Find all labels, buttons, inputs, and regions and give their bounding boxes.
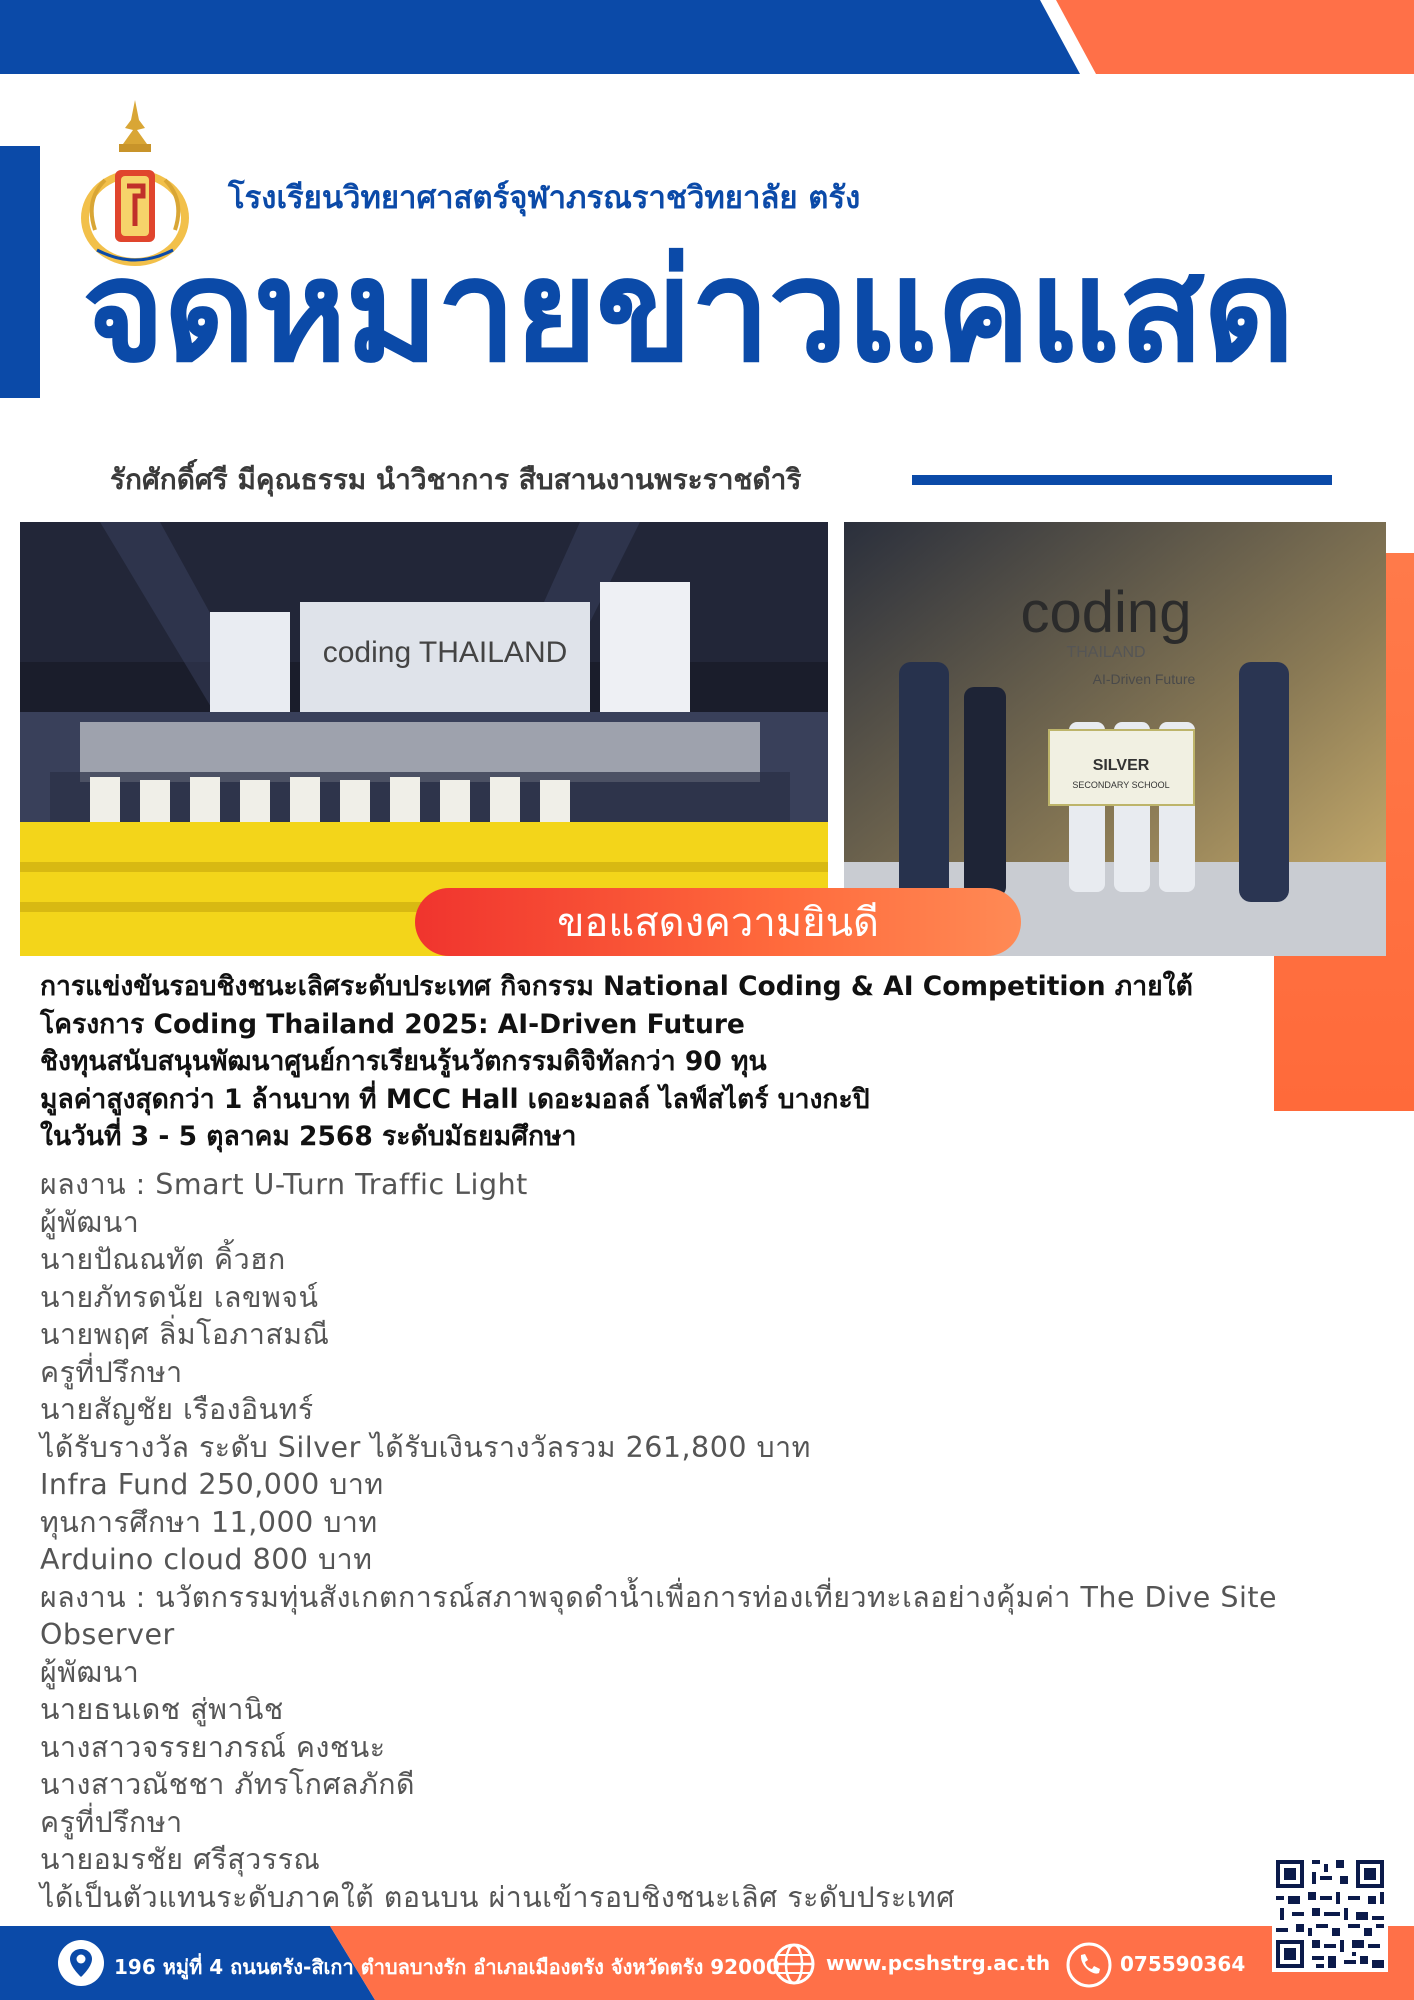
school-motto: รักศักดิ์ศรี มีคุณธรรม นำวิชาการ สืบสานงานพระราชดำริ bbox=[110, 463, 802, 496]
detail-line: นางสาวจรรยาภรณ์ คงชนะ bbox=[40, 1730, 386, 1764]
headline-line: การแข่งขันรอบชิงชนะเลิศระดับประเทศ กิจกรรม National Coding & AI Competition ภายใต้ bbox=[40, 971, 1193, 1002]
detail-line: นายปัณณทัต คิ้วฮก bbox=[40, 1243, 286, 1276]
location-pin-icon bbox=[58, 1940, 104, 1986]
backdrop-thailand-text: THAILAND bbox=[1066, 644, 1146, 661]
detail-line: นายอมรชัย ศรีสุวรรณ bbox=[40, 1843, 321, 1876]
detail-line: ผู้พัฒนา bbox=[40, 1205, 140, 1239]
motto-underline bbox=[912, 475, 1332, 485]
detail-line: ผลงาน : Smart U-Turn Traffic Light bbox=[40, 1168, 528, 1201]
detail-line: นายภัทรดนัย เลขพจน์ bbox=[40, 1280, 319, 1314]
phone-icon bbox=[1066, 1942, 1112, 1988]
headline-line: ในวันที่ 3 - 5 ตุลาคม 2568 ระดับมัธยมศึกษา bbox=[40, 1121, 577, 1152]
detail-line: Observer bbox=[40, 1618, 175, 1651]
detail-line: นายธนเดช สู่พานิช bbox=[40, 1693, 284, 1726]
headline-line: โครงการ Coding Thailand 2025: AI-Driven Future bbox=[40, 1008, 745, 1040]
qr-code-icon[interactable] bbox=[1272, 1856, 1388, 1972]
footer-website[interactable]: www.pcshstrg.ac.th bbox=[826, 1951, 1051, 1975]
backdrop-coding-text: coding bbox=[1020, 580, 1192, 645]
detail-line: ได้รับรางวัล ระดับ Silver ได้รับเงินรางวัลรวม 261,800 บาท bbox=[40, 1430, 811, 1464]
detail-line: นางสาวณัชชา ภัทรโกศลภักดี bbox=[40, 1768, 416, 1801]
footer-phone: 075590364 bbox=[1120, 1952, 1246, 1976]
detail-line: ครูที่ปรึกษา bbox=[40, 1355, 183, 1389]
headline-line: มูลค่าสูงสุดกว่า 1 ล้านบาท ที่ MCC Hall เดอะมอลล์ ไลฟ์สไตร์ บางกะปิ bbox=[40, 1083, 870, 1115]
headline-block bbox=[40, 968, 1380, 1156]
award-sign-text: SILVER bbox=[1092, 757, 1150, 774]
left-accent-bar bbox=[0, 146, 40, 398]
details-list bbox=[40, 1166, 1360, 1916]
detail-line: นายพฤศ ลิ่มโอภาสมณี bbox=[40, 1318, 330, 1351]
newsletter-title: จดหมายข่าวแคแสด bbox=[82, 229, 1294, 394]
detail-line: ผลงาน : นวัตกรรมทุ่นสังเกตการณ์สภาพจุดดำน้ำเพื่อการท่องเที่ยวทะเลอย่างคุ้มค่า The Dive Site bbox=[40, 1580, 1278, 1614]
detail-line: ผู้พัฒนา bbox=[40, 1655, 140, 1689]
backdrop-tagline-text: AI-Driven Future bbox=[1092, 671, 1196, 687]
school-name: โรงเรียนวิทยาศาสตร์จุฬาภรณราชวิทยาลัย ตรัง bbox=[228, 180, 861, 216]
detail-line: Arduino cloud 800 บาท bbox=[40, 1543, 373, 1576]
headline-line: ชิงทุนสนับสนุนพัฒนาศูนย์การเรียนรู้นวัตกรรมดิจิทัลกว่า 90 ทุน bbox=[40, 1046, 767, 1077]
detail-line: Infra Fund 250,000 บาท bbox=[40, 1468, 384, 1501]
detail-line: ทุนการศึกษา 11,000 บาท bbox=[40, 1505, 378, 1539]
congratulations-banner: ขอแสดงความยินดี bbox=[415, 888, 1021, 956]
detail-line: นายสัญชัย เรืองอินทร์ bbox=[40, 1393, 314, 1426]
detail-line: ครูที่ปรึกษา bbox=[40, 1805, 183, 1839]
globe-icon bbox=[772, 1942, 816, 1986]
footer-address: 196 หมู่ที่ 4 ถนนตรัง-สิเกา ตำบลบางรัก อำเภอเมืองตรัง จังหวัดตรัง 92000 bbox=[114, 1955, 780, 1979]
award-sign-subtext: SECONDARY SCHOOL bbox=[1072, 780, 1170, 790]
detail-line: ได้เป็นตัวแทนระดับภาคใต้ ตอนบน ผ่านเข้ารอบชิงชนะเลิศ ระดับประเทศ bbox=[40, 1880, 955, 1914]
stage-backdrop-text: coding THAILAND bbox=[322, 636, 568, 669]
